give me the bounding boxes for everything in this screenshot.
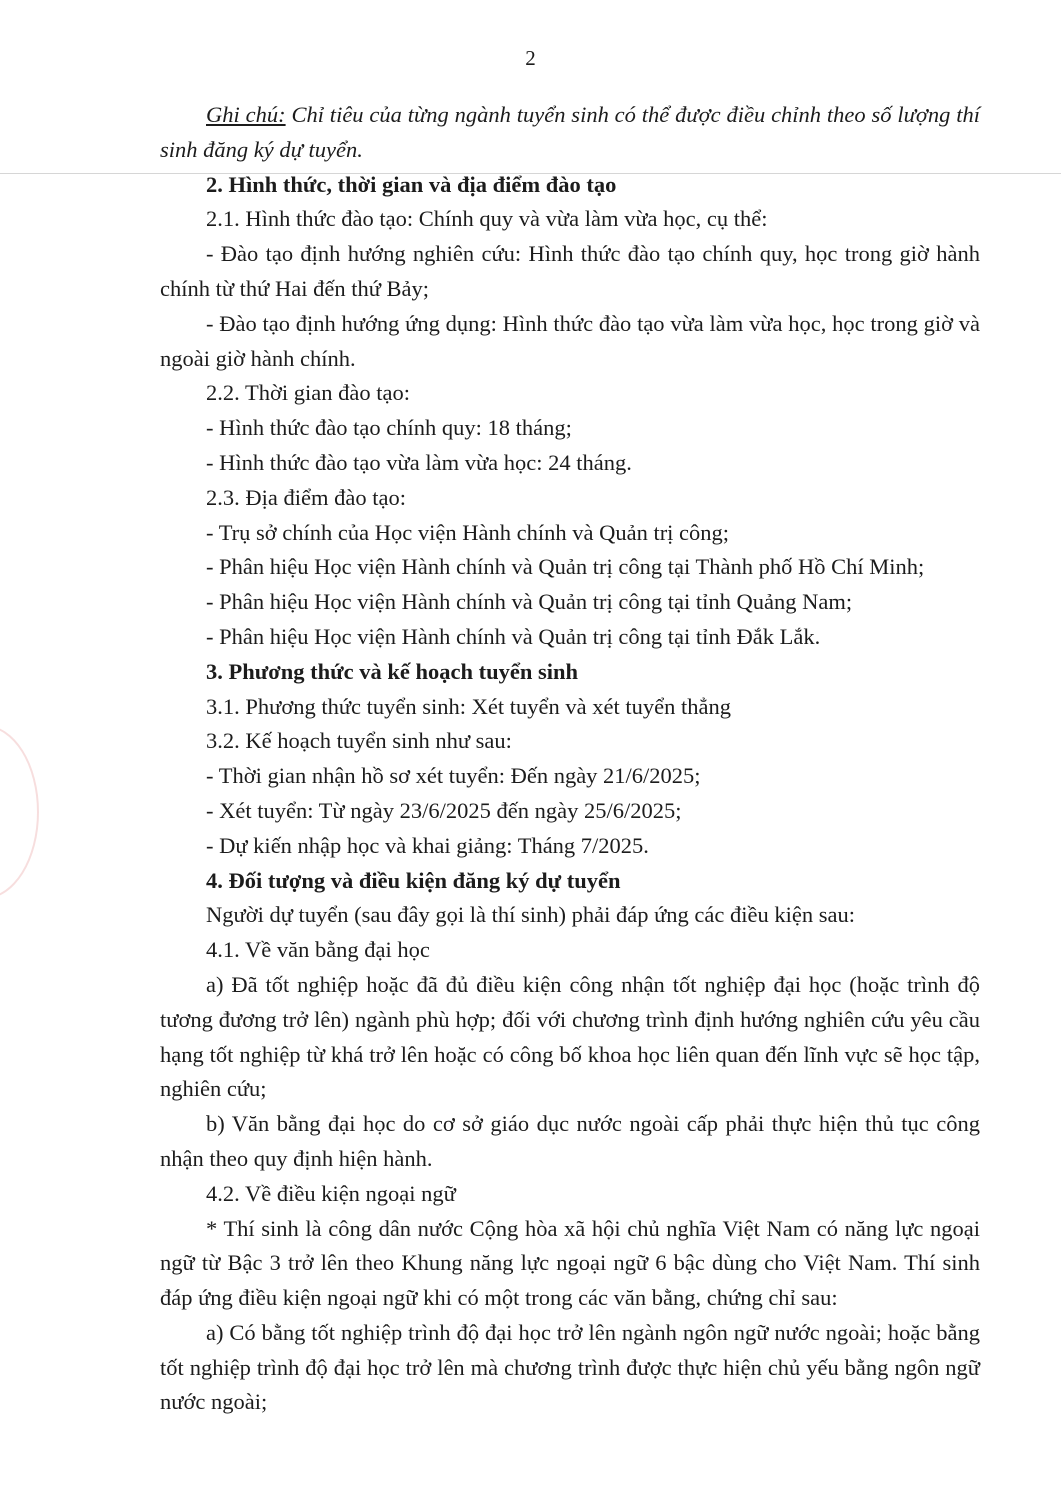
section-4-2-item-a: a) Có bằng tốt nghiệp trình độ đại học trở lên ngành ngôn ngữ nước ngoài; hoặc bằng tốt nghiệp trình độ đại học trở lên mà chương trình được thực hiện chủ yếu bằng ngôn ngữ nước ngoài; (160, 1319, 980, 1415)
section-2-2-item-fulltime: - Hình thức đào tạo chính quy: 18 tháng; (206, 415, 572, 441)
section-4-2-star-note: * Thí sinh là công dân nước Cộng hòa xã hội chủ nghĩa Việt Nam có năng lực ngoại ngữ từ Bậc 3 trở lên theo Khung năng lực ngoại ngữ 6 bậc dùng cho Việt Nam. Thí sinh đáp ứng điều kiện ngoại ngữ khi có một trong các văn bằng, chứng chỉ sau: (160, 1215, 980, 1311)
section-4-intro: Người dự tuyển (sau đây gọi là thí sinh) phải đáp ứng các điều kiện sau: (206, 902, 855, 928)
section-4-1-item-a: a) Đã tốt nghiệp hoặc đã đủ điều kiện công nhận tốt nghiệp đại học (hoặc trình độ tương đương trở lên) ngành phù hợp; đối với chương trình định hướng nghiên cứu yêu cầu hạng tốt nghiệp từ khá trở lên hoặc có công bố khoa học liên quan đến lĩnh vực sẽ học tập, nghiên cứu; (160, 971, 980, 1102)
section-3-2: 3.2. Kế hoạch tuyển sinh như sau: (206, 728, 512, 754)
page-number: 2 (525, 46, 536, 70)
section-3-1: 3.1. Phương thức tuyển sinh: Xét tuyển và xét tuyển thẳng (206, 693, 731, 719)
section-2-3-item-headquarters: - Trụ sở chính của Học viện Hành chính và Quản trị công; (206, 519, 730, 545)
section-2-3-item-hcm-branch: - Phân hiệu Học viện Hành chính và Quản trị công tại Thành phố Hồ Chí Minh; (206, 554, 925, 580)
section-4-1: 4.1. Về văn bằng đại học (206, 937, 430, 963)
section-2-3-item-quangnam-branch: - Phân hiệu Học viện Hành chính và Quản trị công tại tỉnh Quảng Nam; (206, 589, 853, 615)
document-body (160, 98, 980, 1420)
section-2-1-item-research: - Đào tạo định hướng nghiên cứu: Hình thức đào tạo chính quy, học trong giờ hành chính từ thứ Hai đến thứ Bảy; (160, 241, 980, 301)
section-2-heading: 2. Hình thức, thời gian và địa điểm đào tạo (206, 171, 617, 197)
section-2-3-item-daklak-branch: - Phân hiệu Học viện Hành chính và Quản trị công tại tỉnh Đắk Lắk. (206, 623, 821, 649)
note-label: Ghi chú: (206, 102, 286, 127)
section-2-1: 2.1. Hình thức đào tạo: Chính quy và vừa làm vừa học, cụ thể: (206, 206, 768, 232)
section-4-heading: 4. Đối tượng và điều kiện đăng ký dự tuyển (206, 867, 621, 893)
section-3-2-item-enrollment: - Dự kiến nhập học và khai giảng: Tháng 7/2025. (206, 832, 649, 858)
section-2-2: 2.2. Thời gian đào tạo: (206, 380, 410, 406)
section-4-2: 4.2. Về điều kiện ngoại ngữ (206, 1180, 456, 1206)
section-3-2-item-deadline: - Thời gian nhận hồ sơ xét tuyển: Đến ngày 21/6/2025; (206, 763, 701, 789)
section-2-1-item-applied: - Đào tạo định hướng ứng dụng: Hình thức đào tạo vừa làm vừa học, học trong giờ và ngoài giờ hành chính. (160, 310, 980, 371)
section-4-1-item-b: b) Văn bằng đại học do cơ sở giáo dục nước ngoài cấp phải thực hiện thủ tục công nhận theo quy định hiện hành. (160, 1111, 980, 1171)
section-3-heading: 3. Phương thức và kế hoạch tuyển sinh (206, 658, 579, 684)
section-3-2-item-review: - Xét tuyển: Từ ngày 23/6/2025 đến ngày 25/6/2025; (206, 797, 682, 823)
note-text: Chỉ tiêu của từng ngành tuyển sinh có thể được điều chỉnh theo số lượng thí sinh đăng ký dự tuyển. (160, 102, 981, 162)
note-paragraph (160, 98, 980, 168)
section-2-2-item-parttime: - Hình thức đào tạo vừa làm vừa học: 24 tháng. (206, 449, 632, 475)
section-2-3: 2.3. Địa điểm đào tạo: (206, 484, 406, 510)
red-stamp-edge (0, 725, 39, 899)
